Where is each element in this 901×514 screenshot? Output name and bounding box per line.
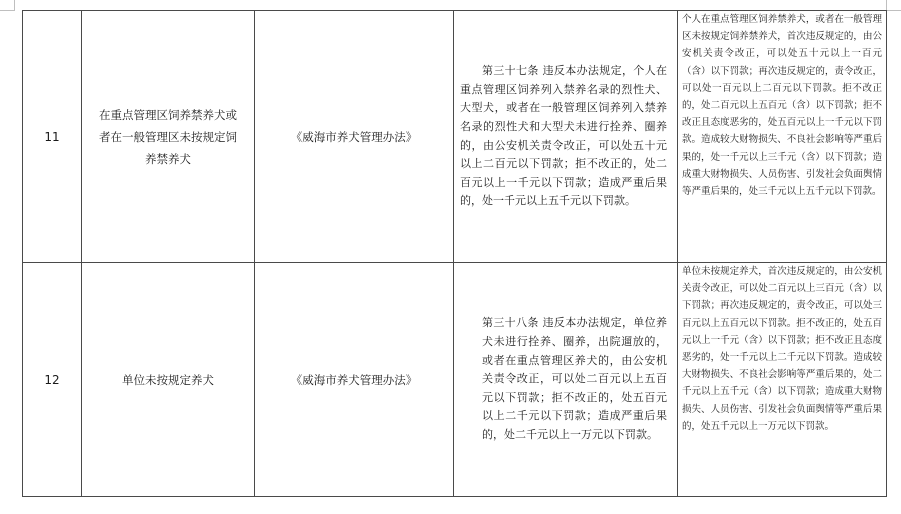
- row-number: 11: [23, 11, 82, 263]
- article-cell: [454, 11, 678, 263]
- corner-mark-left: [0, 0, 15, 11]
- table-row: [23, 11, 887, 263]
- article-cell: [454, 263, 678, 497]
- legal-basis: 《威海市养犬管理办法》: [255, 263, 454, 497]
- penalty-standard: 单位未按规定养犬，首次违反规定的，由公安机关责令改正，可以处二百元以上三百元（含）以下罚款；再次违反规定的，责令改正，可以处三百元以上五百元以下罚款。拒不改正的，处五百元以上一千元（含）以下罚款；拒不改正且态度恶劣的，处一千元以上二千元以下罚款。造成较大财物损失、不良社会影响等严重后果的，处二千元以上五千元（含）以下罚款；造成重大财物损失、人员伤害、引发社会负面舆情等严重后果的，处五千元以上一万元以下罚款。: [678, 263, 887, 497]
- violation-name: 单位未按规定养犬: [82, 263, 255, 497]
- table-row: [23, 263, 887, 497]
- violation-name: 在重点管理区饲养禁养犬或者在一般管理区未按规定饲养禁养犬: [82, 11, 255, 263]
- corner-mark-right: [886, 0, 901, 11]
- row-number: 12: [23, 263, 82, 497]
- article-text: 第三十七条 违反本办法规定，个人在重点管理区饲养列入禁养名录的烈性犬、大型犬，或者在一般管理区饲养列入禁养名录的烈性犬和大型犬未进行拴养、圈养的，由公安机关责令改正，可以处五十元以上二百元以下罚款；拒不改正的，处二百元以上一千元以下罚款；造成严重后果的，处一千元以上五千元以下罚款。: [460, 64, 667, 208]
- penalty-standard: 个人在重点管理区饲养禁养犬，或者在一般管理区未按规定饲养禁养犬，首次违反规定的，由公安机关责令改正，可以处五十元以上一百元（含）以下罚款；再次违反规定的，责令改正，可以处一百元以上二百元以下罚款。拒不改正的，处二百元以上五百元（含）以下罚款；拒不改正且态度恶劣的，处五百元以上一千元以下罚款。造成较大财物损失、不良社会影响等严重后果的，处一千元以上三千元（含）以下罚款；造成重大财物损失、人员伤害、引发社会负面舆情等严重后果的，处三千元以上五千元以下罚款。: [678, 11, 887, 263]
- article-text: 第三十八条 违反本办法规定，单位养犬未进行拴养、圈养，出院遛放的，或者在重点管理区养犬的，由公安机关责令改正，可以处二百元以上五百元以下罚款；拒不改正的，处五百元以上二千元以下罚款；造成严重后果的，处二千元以上一万元以下罚款。: [482, 316, 667, 441]
- legal-basis: 《威海市养犬管理办法》: [255, 11, 454, 263]
- penalty-table: [22, 10, 887, 497]
